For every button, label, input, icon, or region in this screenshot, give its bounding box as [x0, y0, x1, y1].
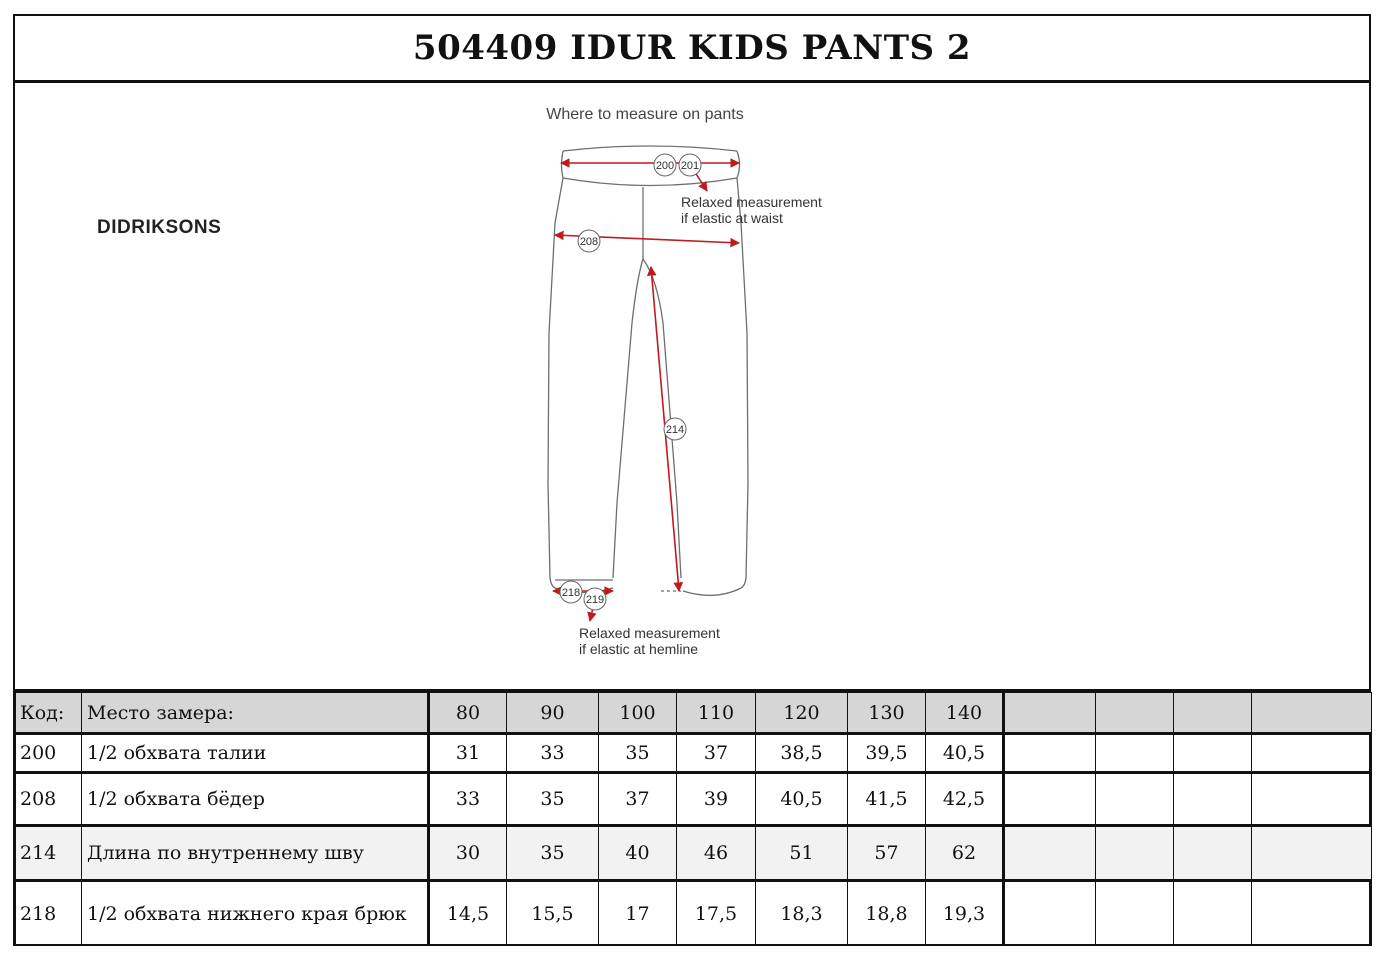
cell: 62	[926, 826, 1004, 881]
empty-cell	[1096, 773, 1174, 826]
cell: 31	[429, 734, 507, 773]
cell: 33	[429, 773, 507, 826]
empty-cell	[1174, 734, 1252, 773]
svg-text:Relaxed measurement: Relaxed measurement	[681, 194, 822, 210]
cell: 51	[756, 826, 848, 881]
empty-cell	[1004, 826, 1096, 881]
place-header: Место замера:	[82, 693, 429, 734]
empty-cell	[1096, 734, 1174, 773]
svg-text:Relaxed measurement: Relaxed measurement	[579, 625, 720, 641]
marker-200	[654, 154, 676, 176]
figure-area	[15, 83, 1369, 692]
cell: 39,5	[848, 734, 926, 773]
marker-208	[578, 230, 600, 252]
cell: 17	[599, 881, 677, 946]
cell: 17,5	[677, 881, 756, 946]
size-header: 130	[848, 693, 926, 734]
empty-cell	[1096, 826, 1174, 881]
measurement-arrows	[553, 163, 739, 621]
size-table	[15, 692, 1372, 946]
cell: 39	[677, 773, 756, 826]
empty-cell	[1096, 881, 1174, 946]
cell: 19,3	[926, 881, 1004, 946]
marker-labels	[560, 154, 701, 610]
row-desc: Длина по внутреннему шву	[82, 826, 429, 881]
cell: 46	[677, 826, 756, 881]
marker-218	[560, 581, 582, 603]
cell: 40,5	[756, 773, 848, 826]
marker-201	[679, 154, 701, 176]
row-code: 200	[16, 734, 82, 773]
empty-cell	[1252, 693, 1372, 734]
empty-cell	[1004, 773, 1096, 826]
svg-text:if elastic at waist: if elastic at waist	[681, 210, 783, 226]
cell: 37	[677, 734, 756, 773]
svg-text:208: 208	[579, 236, 599, 248]
empty-cell	[1004, 734, 1096, 773]
svg-text:201: 201	[680, 160, 700, 172]
row-code: 218	[16, 881, 82, 946]
svg-text:if elastic at hemline: if elastic at hemline	[579, 641, 699, 657]
cell: 35	[507, 826, 599, 881]
row-desc: 1/2 обхвата талии	[82, 734, 429, 773]
cell: 35	[507, 773, 599, 826]
table-row	[16, 881, 1372, 946]
svg-text:219: 219	[585, 594, 605, 606]
waist-note	[681, 194, 822, 226]
brand-logo: DIDRIKSONS	[97, 217, 222, 238]
row-desc: 1/2 обхвата бёдер	[82, 773, 429, 826]
cell: 18,8	[848, 881, 926, 946]
row-code: 208	[16, 773, 82, 826]
empty-cell	[1252, 826, 1372, 881]
size-header: 100	[599, 693, 677, 734]
hem-note	[579, 625, 720, 657]
cell: 42,5	[926, 773, 1004, 826]
row-desc: 1/2 обхвата нижнего края брюк	[82, 881, 429, 946]
size-chart-sheet	[13, 14, 1371, 946]
pants-measurement-diagram	[15, 83, 1371, 689]
cell: 57	[848, 826, 926, 881]
cell: 38,5	[756, 734, 848, 773]
code-header: Код:	[16, 693, 82, 734]
row-code: 214	[16, 826, 82, 881]
cell: 15,5	[507, 881, 599, 946]
table-row	[16, 734, 1372, 773]
empty-cell	[1004, 881, 1096, 946]
title-bar	[15, 16, 1369, 83]
table-row	[16, 773, 1372, 826]
empty-cell	[1252, 734, 1372, 773]
empty-cell	[1252, 881, 1372, 946]
empty-cell	[1174, 693, 1252, 734]
table-header-row	[16, 693, 1372, 734]
marker-219	[584, 588, 606, 610]
cell: 18,3	[756, 881, 848, 946]
cell: 40,5	[926, 734, 1004, 773]
cell: 33	[507, 734, 599, 773]
cell: 37	[599, 773, 677, 826]
page-title: 504409 IDUR KIDS PANTS 2	[412, 28, 972, 68]
table-row	[16, 826, 1372, 881]
cell: 40	[599, 826, 677, 881]
empty-cell	[1174, 826, 1252, 881]
empty-cell	[1174, 881, 1252, 946]
svg-text:218: 218	[561, 587, 581, 599]
cell: 35	[599, 734, 677, 773]
svg-text:214: 214	[665, 424, 685, 436]
size-header: 120	[756, 693, 848, 734]
marker-214	[664, 418, 686, 440]
empty-cell	[1252, 773, 1372, 826]
size-header: 80	[429, 693, 507, 734]
empty-cell	[1004, 693, 1096, 734]
empty-cell	[1174, 773, 1252, 826]
cell: 14,5	[429, 881, 507, 946]
size-header: 140	[926, 693, 1004, 734]
diagram-heading: Where to measure on pants	[546, 106, 744, 123]
empty-cell	[1096, 693, 1174, 734]
cell: 30	[429, 826, 507, 881]
size-header: 90	[507, 693, 599, 734]
cell: 41,5	[848, 773, 926, 826]
svg-text:200: 200	[655, 160, 675, 172]
size-header: 110	[677, 693, 756, 734]
